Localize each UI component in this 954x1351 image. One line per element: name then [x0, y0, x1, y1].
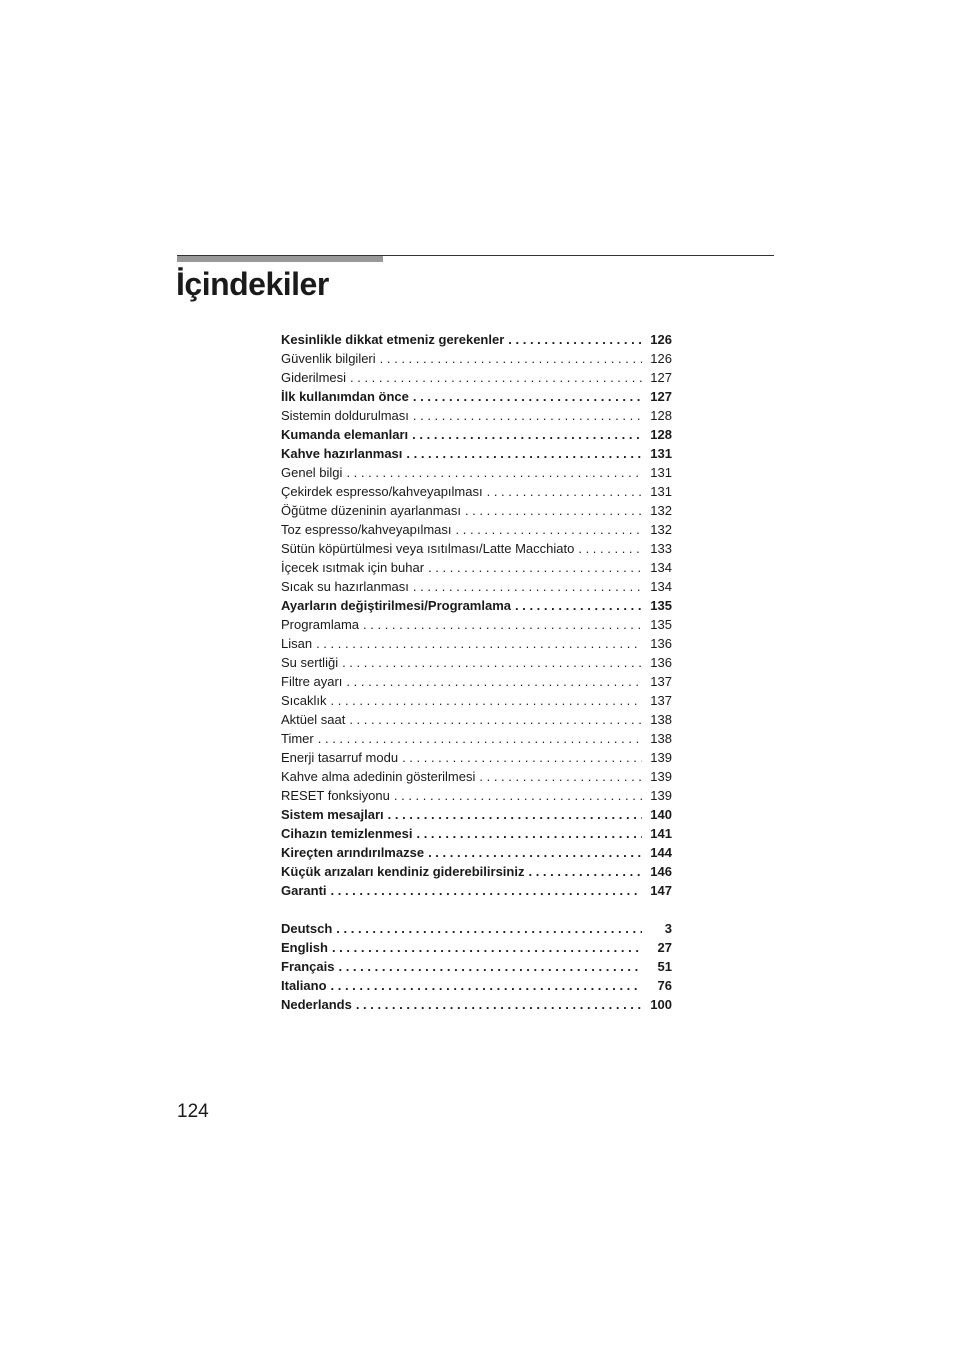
- toc-entry: [281, 767, 672, 786]
- toc-section-languages: [281, 919, 672, 1014]
- toc-entry-title: Italiano: [281, 978, 327, 993]
- toc-entry-page: 139: [650, 769, 672, 784]
- toc-entry-page: 146: [650, 864, 672, 879]
- toc-leader-dots: [578, 539, 642, 558]
- toc-entry-page: 51: [657, 959, 672, 974]
- toc-entry: [281, 938, 672, 957]
- toc-entry-page: 100: [650, 997, 672, 1012]
- toc-entry-page: 134: [650, 579, 672, 594]
- toc-entry-title: İçecek ısıtmak için buhar: [281, 560, 425, 575]
- toc-leader-dots: [331, 691, 642, 710]
- toc-entry-page: 132: [650, 503, 672, 518]
- toc-entry-title: Kumanda elemanları: [281, 427, 409, 442]
- toc-leader-dots: [342, 653, 642, 672]
- toc-entry-title: Çekirdek espresso/kahveyapılması: [281, 484, 483, 499]
- page-number: 124: [177, 1101, 209, 1122]
- toc-entry: [281, 748, 672, 767]
- toc-entry: [281, 919, 672, 938]
- toc-leader-dots: [413, 406, 642, 425]
- toc-leader-dots: [331, 976, 642, 995]
- toc-entry: [281, 672, 672, 691]
- toc-entry: [281, 539, 672, 558]
- toc-entry: [281, 444, 672, 463]
- toc-entry-page: 126: [650, 351, 672, 366]
- toc-entry-title: Giderilmesi: [281, 370, 347, 385]
- toc-leader-dots: [528, 862, 642, 881]
- toc-leader-dots: [363, 615, 642, 634]
- toc-entry: [281, 805, 672, 824]
- toc-entry-title: Güvenlik bilgileri: [281, 351, 376, 366]
- toc-entry-title: Ayarların değiştirilmesi/Programlama: [281, 598, 512, 613]
- toc-entry: [281, 501, 672, 520]
- toc-leader-dots: [412, 425, 642, 444]
- toc-leader-dots: [416, 824, 642, 843]
- toc-leader-dots: [428, 843, 642, 862]
- toc-entry: [281, 577, 672, 596]
- toc-entry: [281, 786, 672, 805]
- toc-leader-dots: [394, 786, 642, 805]
- toc-entry: [281, 691, 672, 710]
- toc-entry-title: Kireçten arındırılmazse: [281, 845, 425, 860]
- toc-leader-dots: [428, 558, 642, 577]
- toc-leader-dots: [456, 520, 642, 539]
- toc-entry-page: 126: [650, 332, 672, 347]
- toc-entry: [281, 862, 672, 881]
- toc-entry-page: 76: [657, 978, 672, 993]
- toc-entry-page: 131: [650, 484, 672, 499]
- page-title: İçindekiler: [176, 266, 329, 302]
- toc-entry-title: Deutsch: [281, 921, 333, 936]
- toc-entry: [281, 957, 672, 976]
- toc-entry: [281, 330, 672, 349]
- toc-leader-dots: [318, 729, 642, 748]
- toc-leader-dots: [346, 672, 642, 691]
- toc-leader-dots: [406, 444, 642, 463]
- toc-entry-title: Garanti: [281, 883, 327, 898]
- toc-entry-page: 136: [650, 636, 672, 651]
- toc-entry-page: 135: [650, 598, 672, 613]
- toc-entry-title: English: [281, 940, 328, 955]
- toc-leader-dots: [402, 748, 642, 767]
- toc-entry: [281, 558, 672, 577]
- toc-entry-page: 138: [650, 712, 672, 727]
- toc-entry-page: 135: [650, 617, 672, 632]
- toc-entry-title: Cihazın temizlenmesi: [281, 826, 413, 841]
- toc-entry: [281, 729, 672, 748]
- toc-entry-title: Aktüel saat: [281, 712, 346, 727]
- toc-entry-title: Küçük arızaları kendiniz giderebilirsiniz: [281, 864, 525, 879]
- toc-entry: [281, 710, 672, 729]
- toc-entry-title: Lisan: [281, 636, 313, 651]
- toc-entry-title: Öğütme düzeninin ayarlanması: [281, 503, 461, 518]
- header-accent-bar: [177, 256, 383, 262]
- toc-entry: [281, 976, 672, 995]
- toc-entry: [281, 824, 672, 843]
- toc-entry-page: 3: [664, 921, 672, 936]
- toc-entry-title: Enerji tasarruf modu: [281, 750, 399, 765]
- toc-entry-title: Sistem mesajları: [281, 807, 384, 822]
- toc-entry-title: Timer: [281, 731, 314, 746]
- toc-leader-dots: [316, 634, 642, 653]
- toc-entry-page: 138: [650, 731, 672, 746]
- toc-leader-dots: [388, 805, 642, 824]
- toc-entry-page: 127: [650, 370, 672, 385]
- toc-leader-dots: [336, 919, 642, 938]
- toc-entry: [281, 387, 672, 406]
- toc-entry: [281, 482, 672, 501]
- toc-entry-page: 131: [650, 465, 672, 480]
- toc-leader-dots: [479, 767, 642, 786]
- toc-entry-page: 139: [650, 788, 672, 803]
- toc-leader-dots: [332, 938, 642, 957]
- toc-entry: [281, 596, 672, 615]
- toc-entry-title: Français: [281, 959, 335, 974]
- toc-entry: [281, 425, 672, 444]
- toc-leader-dots: [487, 482, 642, 501]
- toc-entry: [281, 520, 672, 539]
- toc-entry-title: Kahve alma adedinin gösterilmesi: [281, 769, 476, 784]
- toc-leader-dots: [465, 501, 642, 520]
- toc-entry-page: 132: [650, 522, 672, 537]
- toc-entry: [281, 995, 672, 1014]
- toc-leader-dots: [338, 957, 642, 976]
- toc-entry-title: RESET fonksiyonu: [281, 788, 390, 803]
- toc-leader-dots: [350, 368, 642, 387]
- toc-section-gap: [281, 900, 672, 919]
- toc-entry-page: 27: [657, 940, 672, 955]
- toc-entry-page: 128: [650, 408, 672, 423]
- toc-entry-page: 141: [650, 826, 672, 841]
- toc-entry: [281, 653, 672, 672]
- toc-leader-dots: [349, 710, 642, 729]
- toc-entry-page: 133: [650, 541, 672, 556]
- toc-entry-title: Filtre ayarı: [281, 674, 343, 689]
- toc-leader-dots: [356, 995, 642, 1014]
- toc-entry-title: Sütün köpürtülmesi veya ısıtılması/Latte Macchiato: [281, 541, 575, 556]
- toc-entry: [281, 406, 672, 425]
- toc-entry-page: 147: [650, 883, 672, 898]
- toc-entry-page: 144: [650, 845, 672, 860]
- toc-leader-dots: [413, 387, 642, 406]
- toc-leader-dots: [508, 330, 642, 349]
- toc-entry-title: Kahve hazırlanması: [281, 446, 403, 461]
- toc-entry-page: 140: [650, 807, 672, 822]
- toc-entry-page: 139: [650, 750, 672, 765]
- toc-entry-title: Kesinlikle dikkat etmeniz gerekenler: [281, 332, 505, 347]
- toc-entry: [281, 349, 672, 368]
- toc-entry-title: Su sertliği: [281, 655, 339, 670]
- toc-entry-page: 128: [650, 427, 672, 442]
- toc-entry-title: Programlama: [281, 617, 360, 632]
- toc-section-main: [281, 330, 672, 900]
- toc-leader-dots: [380, 349, 642, 368]
- toc-entry-title: Toz espresso/kahveyapılması: [281, 522, 452, 537]
- toc-entry-page: 137: [650, 674, 672, 689]
- toc-leader-dots: [331, 881, 642, 900]
- toc-entry: [281, 843, 672, 862]
- toc-leader-dots: [413, 577, 642, 596]
- toc-entry-title: Sıcaklık: [281, 693, 327, 708]
- toc-entry-title: Genel bilgi: [281, 465, 343, 480]
- toc-entry: [281, 881, 672, 900]
- toc-entry-page: 127: [650, 389, 672, 404]
- toc-entry-page: 131: [650, 446, 672, 461]
- toc-entry-page: 134: [650, 560, 672, 575]
- toc-entry-title: İlk kullanımdan önce: [281, 389, 409, 404]
- toc-entry: [281, 463, 672, 482]
- toc-entry: [281, 368, 672, 387]
- toc-entry-title: Nederlands: [281, 997, 352, 1012]
- toc-leader-dots: [346, 463, 642, 482]
- toc-entry: [281, 615, 672, 634]
- toc-entry-title: Sistemin doldurulması: [281, 408, 409, 423]
- toc-entry-page: 137: [650, 693, 672, 708]
- toc-entry-title: Sıcak su hazırlanması: [281, 579, 409, 594]
- toc-leader-dots: [515, 596, 642, 615]
- table-of-contents: [281, 330, 672, 1014]
- toc-entry-page: 136: [650, 655, 672, 670]
- toc-entry: [281, 634, 672, 653]
